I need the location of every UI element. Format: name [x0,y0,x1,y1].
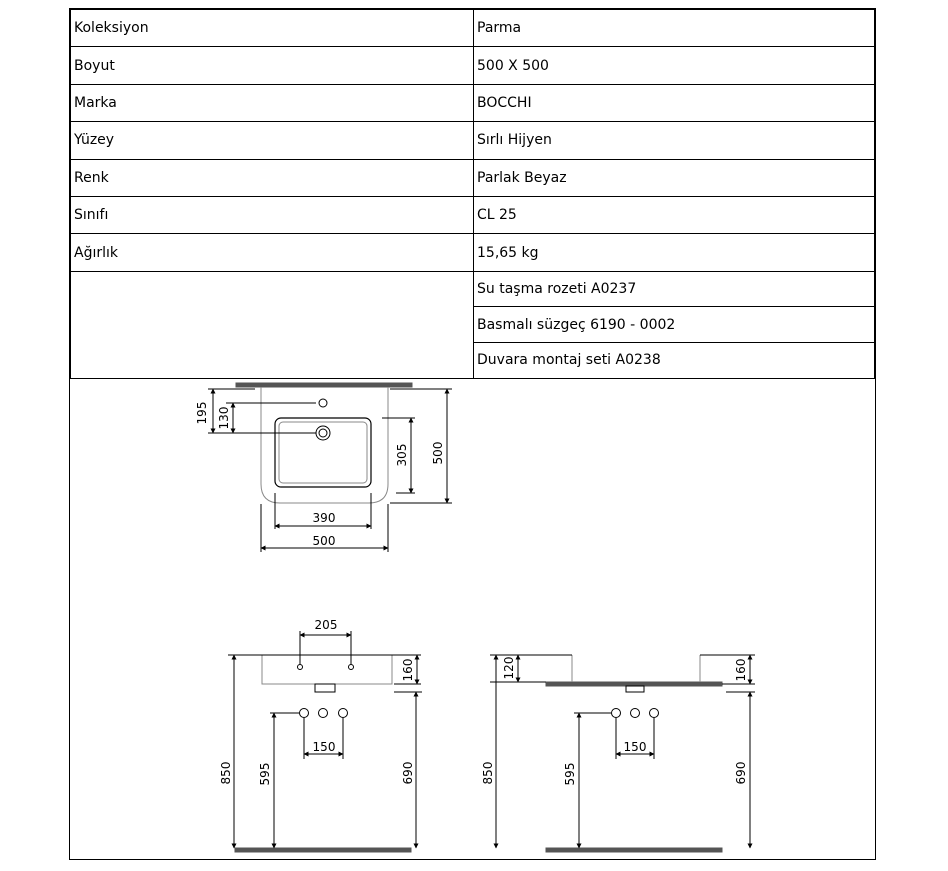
dim-150: 150 [312,740,336,754]
top-view [208,383,452,552]
spec-value: BOCCHI [474,84,875,121]
outlet-circle [612,709,621,718]
dim-160: 160 [401,658,415,682]
dim-120: 120 [502,656,516,680]
outlet-circle [300,709,309,718]
drain-icon [316,426,330,440]
drain-pipe-side [626,686,644,692]
side-view [490,655,755,852]
dim-130: 130 [217,406,231,430]
floor-hatch-side [546,848,722,852]
dim-500-width: 500 [312,534,336,548]
bowl-outer [275,418,371,487]
spec-row-sinifi [71,196,875,233]
accessory-item: Su taşma rozeti A0237 [474,271,875,307]
drain-inner [319,429,327,437]
product-sheet [69,8,876,860]
tap-hole-right [349,665,354,670]
spec-row-marka [71,84,875,121]
dim-150-side: 150 [623,740,647,754]
dim-850: 850 [219,761,233,785]
wall-hatch [236,383,412,387]
dim-690: 690 [401,761,415,785]
spec-label: Renk [71,159,474,196]
dim-500-height: 500 [431,441,445,465]
spec-row-yuzey [71,122,875,159]
spec-table [70,9,875,379]
dim-850-side: 850 [481,761,495,785]
accessory-item: Duvara montaj seti A0238 [474,343,875,379]
side-view-labels [481,657,748,786]
spec-label: Yüzey [71,122,474,159]
front-view-labels [219,618,415,785]
wall-hatch-side [546,682,722,686]
spec-row-boyut [71,47,875,84]
outlet-circle [339,709,348,718]
dim-690-side: 690 [734,761,748,785]
spec-row-renk [71,159,875,196]
outlet-circle [319,709,328,718]
accessory-item: Basmalı süzgeç 6190 - 0002 [474,307,875,343]
tap-hole [319,399,327,407]
bowl-inner [279,422,367,483]
outlet-circle [650,709,659,718]
tap-hole-left [298,665,303,670]
spec-label: Marka [71,84,474,121]
spec-label: Boyut [71,47,474,84]
spec-label: Koleksiyon [71,10,474,47]
dim-195: 195 [195,401,209,425]
dim-205: 205 [314,618,338,632]
accessory-row [71,271,875,307]
spec-label: Sınıfı [71,196,474,233]
dim-595-side: 595 [563,762,577,786]
dim-390: 390 [312,511,336,525]
spec-row-koleksiyon [71,10,875,47]
dim-160-side: 160 [734,658,748,682]
spec-value: CL 25 [474,196,875,233]
dim-305: 305 [395,443,409,467]
spec-value: Sırlı Hijyen [474,122,875,159]
spec-label: Ağırlık [71,234,474,271]
drain-pipe [315,684,335,692]
floor-hatch [235,848,411,852]
technical-drawing [70,376,875,860]
outlet-circle [631,709,640,718]
accessory-label-cell [71,271,474,378]
basin-front-outline [262,655,392,684]
dim-595: 595 [258,762,272,786]
spec-value: Parma [474,10,875,47]
spec-value: 15,65 kg [474,234,875,271]
spec-value: 500 X 500 [474,47,875,84]
spec-row-agirlik [71,234,875,271]
spec-value: Parlak Beyaz [474,159,875,196]
